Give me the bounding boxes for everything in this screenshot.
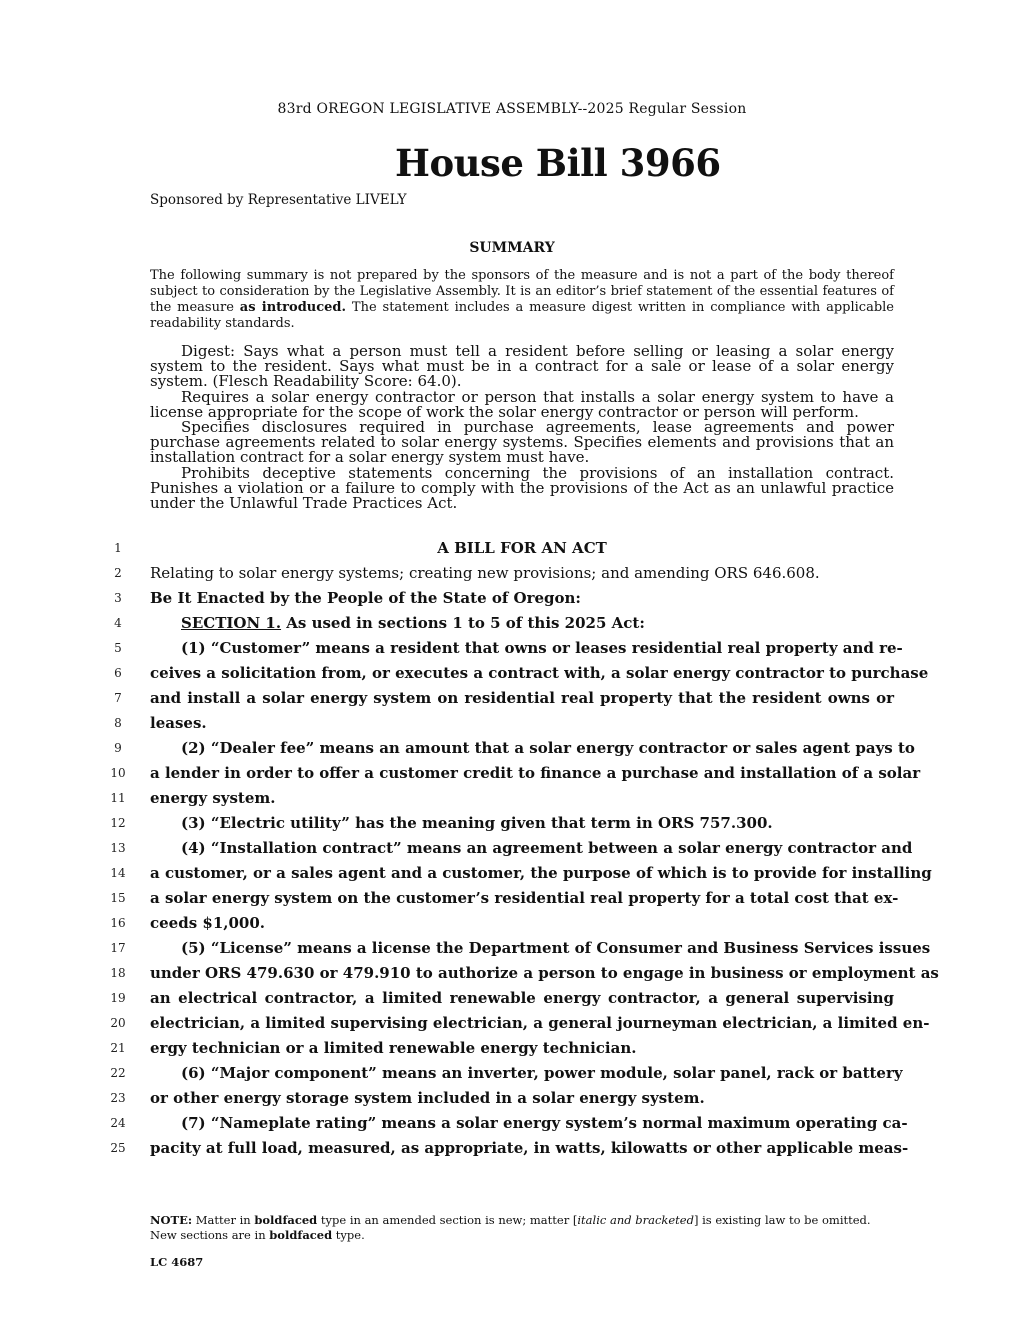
- bill-text-line: (1) “Customer” means a resident that owns or leases residential real property and re-: [181, 639, 903, 657]
- line-number: 22: [110, 1066, 126, 1080]
- bill-text-line: a solar energy system on the customer’s residential real property for a total cost that ex-: [150, 889, 899, 907]
- bill-text-line: (7) “Nameplate rating” means a solar energy system’s normal maximum operating ca-: [181, 1114, 908, 1132]
- bill-line: [105, 736, 915, 761]
- line-number: 17: [110, 941, 126, 955]
- line-number: 7: [114, 691, 122, 705]
- line-number: 11: [110, 791, 126, 805]
- bill-line: [105, 1036, 895, 1061]
- summary-intro-text-b: The statement includes a measure digest written in compliance with applicable readability standards.: [150, 300, 894, 331]
- line-number: 18: [110, 966, 126, 980]
- bill-text-line: an electrical contractor, a limited renewable energy contractor, a general supervising: [150, 989, 894, 1007]
- bill-text-line: electrician, a limited supervising electrician, a general journeyman electrician, a limited en-: [150, 1014, 930, 1032]
- line-number: 14: [110, 866, 126, 880]
- note-text: boldfaced: [254, 1213, 318, 1227]
- bill-text-line: (3) “Electric utility” has the meaning given that term in ORS 757.300.: [181, 814, 773, 832]
- line-number: 6: [114, 666, 122, 680]
- note-label: NOTE:: [150, 1213, 193, 1227]
- bill-line: [105, 611, 895, 636]
- lc-number: LC 4687: [150, 1255, 204, 1269]
- bill-line: [105, 636, 903, 661]
- section-text: As used in sections 1 to 5 of this 2025 Act:: [281, 614, 645, 632]
- line-number: 5: [114, 641, 122, 655]
- session-header: 83rd OREGON LEGISLATIVE ASSEMBLY--2025 Regular Session: [277, 101, 747, 117]
- bill-title: House Bill 3966: [395, 141, 721, 185]
- footer-note: [150, 1213, 894, 1243]
- bill-text-line: (5) “License” means a license the Department of Consumer and Business Services issues: [181, 939, 931, 957]
- bill-line: [105, 686, 895, 711]
- line-number: 13: [110, 841, 126, 855]
- relating-clause: Relating to solar energy systems; creating new provisions; and amending ORS 646.608.: [150, 564, 820, 582]
- line-number: 24: [110, 1116, 126, 1130]
- summary-intro-bold: as introduced.: [239, 300, 347, 315]
- line-number: 1: [114, 541, 122, 555]
- bill-line: [105, 911, 895, 936]
- line-number: 8: [114, 716, 122, 730]
- bill-text-line: under ORS 479.630 or 479.910 to authorize a person to engage in business or employment as: [150, 964, 939, 982]
- note-line-2: [150, 1228, 894, 1243]
- bill-line: [105, 961, 939, 986]
- section-label: SECTION 1.: [181, 614, 282, 632]
- bill-text-line: pacity at full load, measured, as appropriate, in watts, kilowatts or other applicable meas-: [150, 1139, 909, 1157]
- digest-paragraph: Prohibits deceptive statements concerning the provisions of an installation contract. Punishes a violation or a failure to comply with the provisions of the Act as an unlawful practice under the Unlawful Trade Practices Act.: [150, 463, 894, 513]
- line-number: 9: [114, 741, 122, 755]
- bill-text-line: ceeds $1,000.: [150, 914, 266, 932]
- bill-text-line: (4) “Installation contract” means an agreement between a solar energy contractor and: [181, 839, 913, 857]
- bill-text-line: and install a solar energy system on residential real property that the resident owns or: [150, 689, 894, 707]
- bill-text-line: a lender in order to offer a customer credit to finance a purchase and installation of a solar: [150, 764, 921, 782]
- bill-line: [105, 586, 895, 611]
- bill-line: [105, 1086, 895, 1111]
- bill-text-line: ergy technician or a limited renewable energy technician.: [150, 1039, 637, 1057]
- summary-heading: SUMMARY: [469, 240, 555, 256]
- summary-intro-text-a: The following summary is not prepared by the sponsors of the measure and is not a part of the body thereof subject to consideration by the Legislative Assembly. It is an editor’s brief statement of the essential features of the measure: [150, 268, 894, 315]
- line-number: 25: [110, 1141, 126, 1155]
- bill-text-line: leases.: [150, 714, 207, 732]
- bill-text-line: ceives a solicitation from, or executes a contract with, a solar energy contractor to purchase: [150, 664, 929, 682]
- line-number: 10: [110, 766, 126, 780]
- bill-line: [105, 886, 899, 911]
- line-number: 20: [110, 1016, 126, 1030]
- line-number: 21: [110, 1041, 126, 1055]
- bill-text-line: or other energy storage system included in a solar energy system.: [150, 1089, 705, 1107]
- note-text: Matter in: [192, 1213, 255, 1227]
- note-text: boldfaced: [269, 1228, 333, 1242]
- sponsor-line: Sponsored by Representative LIVELY: [150, 192, 407, 208]
- bill-line: [105, 1061, 903, 1086]
- digest-paragraph: Requires a solar energy contractor or person that installs a solar energy system to have a license appropriate for the scope of work the solar energy contractor or person will perform.: [150, 387, 894, 421]
- bill-body: [105, 536, 939, 1161]
- note-text: italic and bracketed: [577, 1213, 694, 1227]
- line-number: 12: [110, 816, 126, 830]
- bill-text-line: (6) “Major component” means an inverter, power module, solar panel, rack or battery: [181, 1064, 903, 1082]
- act-heading: A BILL FOR AN ACT: [437, 539, 607, 557]
- bill-text-line: (2) “Dealer fee” means an amount that a solar energy contractor or sales agent pays to: [181, 739, 915, 757]
- bill-line: [105, 561, 895, 586]
- bill-line: [105, 836, 913, 861]
- bill-line: [105, 986, 895, 1011]
- note-text: ] is existing law to be omitted.: [693, 1213, 871, 1227]
- digest-paragraph: Specifies disclosures required in purchase agreements, lease agreements and power purchase agreements related to solar energy systems. Specifies elements and provisions that an installation contract for a solar energy system must have.: [150, 418, 894, 467]
- bill-line: [105, 1011, 930, 1036]
- bill-line: [105, 661, 929, 686]
- bill-line: [105, 536, 895, 561]
- line-number: 16: [110, 916, 126, 930]
- section-1-heading: [150, 611, 894, 636]
- bill-text-line: energy system.: [150, 789, 276, 807]
- bill-line: [105, 811, 895, 836]
- summary-intro: [150, 268, 894, 332]
- line-number: 19: [110, 991, 126, 1005]
- note-text: type.: [332, 1228, 365, 1242]
- digest-paragraph: Digest: Says what a person must tell a resident before selling or leasing a solar energy system to the resident. Says what must be in a contract for a sale or lease of a solar energy system. (Flesch Readability Score: 64.0).: [150, 342, 894, 391]
- note-text: type in an amended section is new; matter [: [317, 1213, 578, 1227]
- bill-line: [105, 761, 921, 786]
- line-number: 4: [114, 616, 122, 630]
- bill-text-line: a customer, or a sales agent and a customer, the purpose of which is to provide for installing: [150, 864, 932, 882]
- line-number: 23: [110, 1091, 126, 1105]
- note-line-1: [150, 1213, 894, 1228]
- bill-line: [105, 936, 931, 961]
- bill-line: [105, 1136, 909, 1161]
- bill-line: [105, 1111, 908, 1136]
- bill-line: [105, 861, 932, 886]
- note-text: New sections are in: [150, 1228, 270, 1242]
- line-number: 3: [114, 591, 122, 605]
- bill-line: [105, 711, 895, 736]
- line-number: 15: [110, 891, 126, 905]
- digest-block: [150, 344, 894, 511]
- line-number: 2: [114, 566, 122, 580]
- enacting-clause: Be It Enacted by the People of the State of Oregon:: [150, 589, 581, 607]
- bill-line: [105, 786, 895, 811]
